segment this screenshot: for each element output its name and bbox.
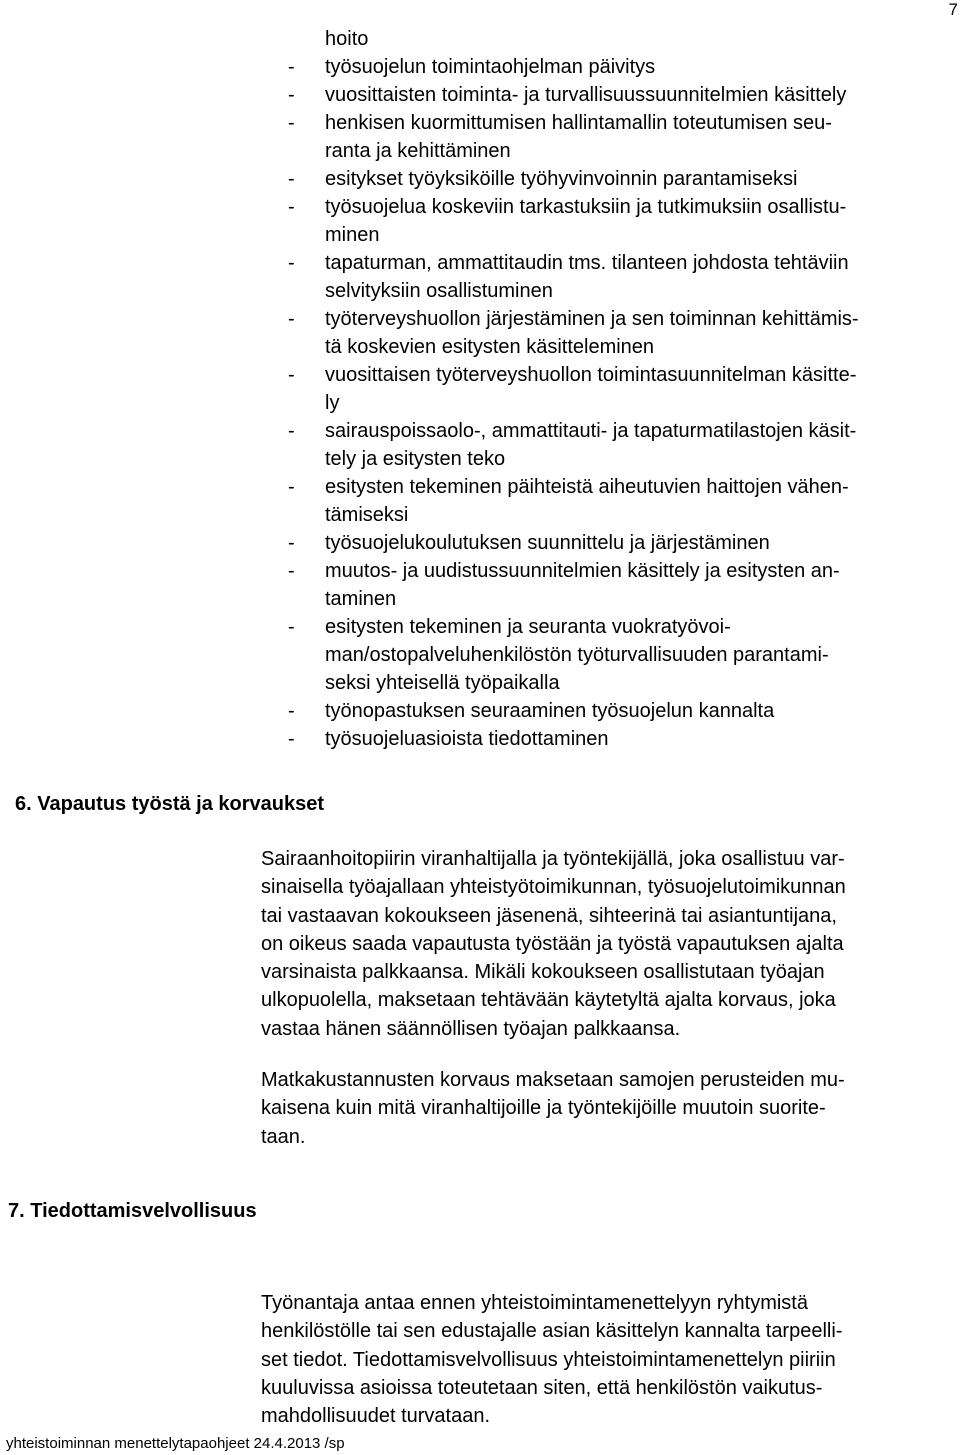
- text-line: selvityksiin osallistuminen: [325, 280, 553, 302]
- list-item-text: [325, 305, 960, 361]
- text-line: on oikeus saada vapautusta työstään ja työstä vapautuksen ajalta: [261, 932, 844, 955]
- text-line: Sairaanhoitopiirin viranhaltijalla ja työntekijällä, joka osallistuu var-: [261, 848, 845, 870]
- list-item-text: [325, 557, 960, 613]
- text-line: Työnantaja antaa ennen yhteistoimintamenettelyyn ryhtymistä: [261, 1292, 808, 1314]
- text-line: mahdollisuudet turvataan.: [261, 1405, 491, 1428]
- list-item: [288, 193, 960, 249]
- text-line: työsuojelun toimintaohjelman päivitys: [325, 56, 656, 78]
- list-item: [288, 305, 960, 361]
- text-line: ly: [325, 392, 340, 414]
- text-line: kuuluvissa asioissa toteutetaan siten, että henkilöstön vaikutus-: [261, 1376, 823, 1399]
- text-line: kaisena kuin mitä viranhaltijoille ja työntekijöille muutoin suorite-: [261, 1097, 826, 1120]
- text-line: minen: [325, 224, 380, 246]
- list-item-text: [325, 473, 960, 529]
- bullet-dash: -: [288, 168, 295, 190]
- list-item-text: [325, 361, 960, 417]
- list-item: [288, 613, 960, 697]
- list-item: [288, 529, 960, 557]
- bullet-dash: -: [288, 700, 295, 722]
- list-item: [288, 557, 960, 613]
- bullet-dash: -: [288, 308, 295, 330]
- list-item: [288, 417, 960, 473]
- list-item-text: [325, 109, 960, 165]
- text-line: set tiedot. Tiedottamisvelvollisuus yhteistoimintamenettelyn piiriin: [261, 1348, 836, 1371]
- text-line: seksi yhteisellä työpaikalla: [325, 672, 560, 694]
- bullet-dash: -: [288, 112, 295, 134]
- text-line: tely ja esitysten teko: [325, 448, 506, 470]
- text-line: tä koskevien esitysten käsitteleminen: [325, 336, 655, 358]
- text-line: henkisen kuormittumisen hallintamallin toteutumisen seu-: [325, 112, 832, 134]
- list-item: [288, 249, 960, 305]
- text-line: vuosittaisen työterveyshuollon toimintasuunnitelman käsitte-: [325, 364, 857, 386]
- list-item-text: [325, 53, 960, 81]
- bullet-dash: -: [288, 728, 295, 750]
- bullet-dash: -: [288, 616, 295, 638]
- list-item-text: [325, 417, 960, 473]
- text-line: ranta ja kehittäminen: [325, 140, 511, 162]
- text-line: varsinaista palkkaansa. Mikäli kokoukseen osallistutaan työajan: [261, 961, 825, 984]
- list-item: [288, 725, 960, 753]
- text-line: ulkopuolella, maksetaan tehtävään käytetyltä ajalta korvaus, joka: [261, 989, 836, 1012]
- page-number: 7: [948, 0, 958, 19]
- text-line: Matkakustannusten korvaus maksetaan samojen perusteiden mu-: [261, 1069, 845, 1091]
- text-line: vuosittaisten toiminta- ja turvallisuussuunnitelmien käsittely: [325, 84, 847, 106]
- text-line: tai vastaavan kokoukseen jäsenenä, sihteerinä tai asiantuntijana,: [261, 904, 837, 927]
- list-item-text: [325, 529, 960, 557]
- text-line: sinaisella työajallaan yhteistyötoimikunnan, työsuojelutoimikunnan: [261, 876, 846, 899]
- text-line: esitykset työyksiköille työhyvinvoinnin parantamiseksi: [325, 168, 798, 190]
- text-line: työsuojelukoulutuksen suunnittelu ja järjestäminen: [325, 532, 770, 554]
- bullet-dash: -: [288, 364, 295, 386]
- bullet-dash: -: [288, 532, 295, 554]
- list-item-text: [325, 165, 960, 193]
- text-line: työsuojeluasioista tiedottaminen: [325, 728, 609, 750]
- list-continuation-word: hoito: [325, 28, 369, 50]
- text-line: muutos- ja uudistussuunnitelmien käsittely ja esitysten an-: [325, 560, 840, 582]
- bullet-dash: -: [288, 56, 295, 78]
- bullet-dash: -: [288, 252, 295, 274]
- bullet-dash: -: [288, 420, 295, 442]
- section-6-paragraph-1: [261, 845, 960, 1043]
- list-item: [288, 165, 960, 193]
- bullet-dash: -: [288, 84, 295, 106]
- list-item-text: [325, 249, 960, 305]
- text-line: tämiseksi: [325, 504, 409, 526]
- text-line: henkilöstölle tai sen edustajalle asian käsittelyn kannalta tarpeelli-: [261, 1320, 843, 1343]
- list-item-text: [325, 81, 960, 109]
- list-item-text: [325, 725, 960, 753]
- list-item-text: [325, 697, 960, 725]
- footer-note: yhteistoiminnan menettelytapaohjeet 24.4.2013 /sp: [6, 1435, 345, 1452]
- section-6-heading: 6. Vapautus työstä ja korvaukset: [15, 793, 325, 815]
- text-line: esitysten tekeminen ja seuranta vuokratyövoi-: [325, 616, 731, 638]
- task-list: [288, 53, 960, 753]
- list-item: [288, 361, 960, 417]
- text-line: esitysten tekeminen päihteistä aiheutuvien haittojen vähen-: [325, 476, 849, 498]
- text-line: taan.: [261, 1125, 306, 1148]
- text-line: sairauspoissaolo-, ammattitauti- ja tapaturmatilastojen käsit-: [325, 420, 857, 442]
- text-line: työnopastuksen seuraaminen työsuojelun kannalta: [325, 700, 775, 722]
- section-6-paragraph-2: [261, 1066, 960, 1151]
- list-item: [288, 697, 960, 725]
- text-line: vastaa hänen säännöllisen työajan palkkaansa.: [261, 1017, 681, 1040]
- bullet-dash: -: [288, 560, 295, 582]
- list-item: [288, 473, 960, 529]
- list-item: [288, 81, 960, 109]
- text-line: man/ostopalveluhenkilöstön työturvallisuuden parantami-: [325, 644, 829, 666]
- text-line: työterveyshuollon järjestäminen ja sen toiminnan kehittämis-: [325, 308, 859, 330]
- list-item-text: [325, 193, 960, 249]
- list-item: [288, 109, 960, 165]
- section-7-paragraph-1: [261, 1289, 960, 1430]
- text-line: työsuojelua koskeviin tarkastuksiin ja tutkimuksiin osallistu-: [325, 196, 847, 218]
- list-item: [288, 53, 960, 81]
- list-item-text: [325, 613, 960, 697]
- text-line: tapaturman, ammattitaudin tms. tilanteen johdosta tehtäviin: [325, 252, 849, 274]
- bullet-dash: -: [288, 476, 295, 498]
- text-line: taminen: [325, 588, 397, 610]
- section-7-heading: 7. Tiedottamisvelvollisuus: [8, 1200, 257, 1222]
- bullet-dash: -: [288, 196, 295, 218]
